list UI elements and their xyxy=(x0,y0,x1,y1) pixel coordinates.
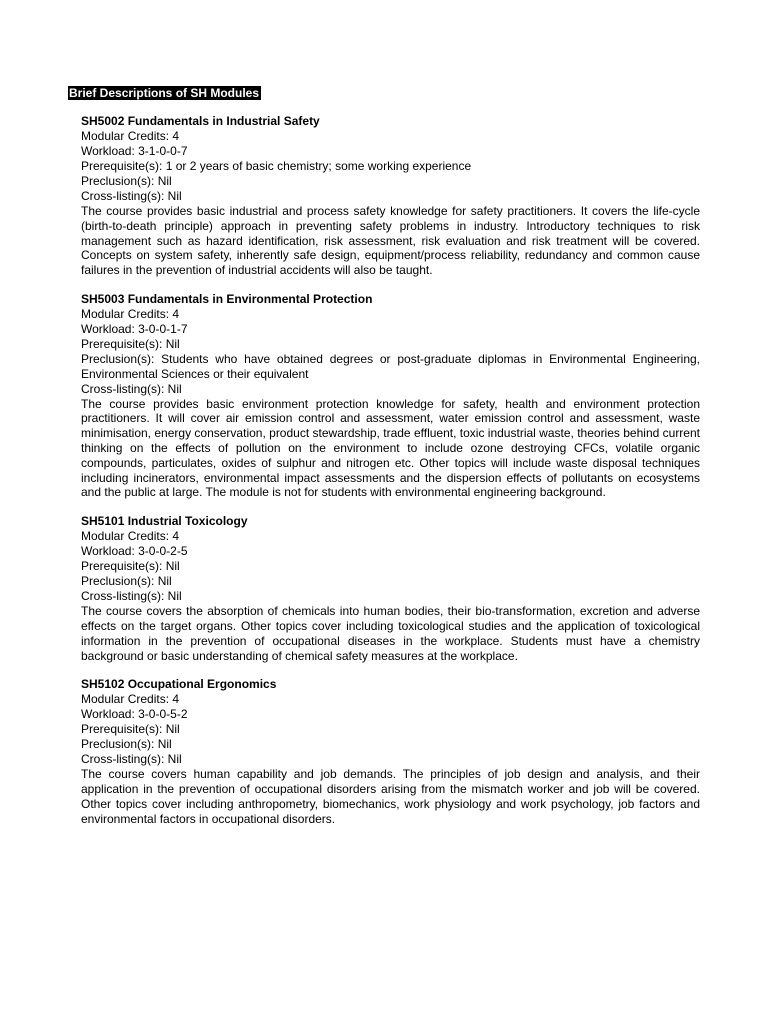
module-workload: Workload: 3-0-0-5-2 xyxy=(81,707,188,722)
module-credits: Modular Credits: 4 xyxy=(81,692,180,707)
module-cross-listing: Cross-listing(s): Nil xyxy=(81,589,182,604)
module-workload: Workload: 3-0-0-1-7 xyxy=(81,321,188,336)
module-credits: Modular Credits: 4 xyxy=(81,129,180,143)
module-description: The course provides basic industrial and process safety knowledge for safety practitioners. It covers the life-cycle (birth-to-death principle) approach in preventing safety problems in industry. Introductory techniques to risk management such as hazard identification, risk assessment, risk evaluation and risk treatment will be covered. Concepts on system safety, inherently safe design, equipment/process reliability, redundancy and common cause failures in the prevention of industrial accidents will also be taught. xyxy=(81,204,700,278)
document-page xyxy=(68,84,700,841)
document-heading: Brief Descriptions of SH Modules xyxy=(69,86,260,100)
module-credits: Modular Credits: 4 xyxy=(81,306,180,321)
module-title: SH5002 Fundamentals in Industrial Safety xyxy=(81,114,320,128)
module-description: The course covers human capability and job demands. The principles of job design and analysis, and their application in the prevention of occupational disorders arising from the mismatch worker and job will be covered. Other topics cover including anthropometry, biomechanics, work physiology and work psychology, job factors and environmental factors in occupational disorders. xyxy=(81,767,700,826)
module-title: SH5101 Industrial Toxicology xyxy=(81,514,248,529)
module-description: The course provides basic environment protection knowledge for safety, health and environment protection practitioners. It will cover air emission control and assessment, water emission control and assessment, waste minimisation, energy conservation, product stewardship, trade effluent, toxic industrial waste, theories behind current thinking on the effects of pollution on the environment to include ozone destroying CFCs, volatile organic compounds, particulates, oxides of sulphur and nitrogen etc. Other topics will include waste disposal techniques including incinerators, environmental impact assessments and the dispersion effects of pollutants on ecosystems and the public at large. The module is not for students with environmental engineering background. xyxy=(81,396,700,500)
module-title: SH5003 Fundamentals in Environmental Protection xyxy=(81,291,373,306)
module-description: The course covers the absorption of chemicals into human bodies, their bio-transformation, excretion and adverse effects on the target organs. Other topics cover including toxicological studies and the application of toxicological information in the prevention of occupational diseases in the workplace. Students must have a chemistry background or basic understanding of chemical safety measures at the workplace. xyxy=(81,604,700,663)
module-sh5003 xyxy=(81,292,700,500)
module-preclusions: Preclusion(s): Nil xyxy=(81,174,172,188)
module-prerequisites: Prerequisite(s): Nil xyxy=(81,559,180,574)
module-prerequisites: Prerequisite(s): Nil xyxy=(81,336,180,351)
module-sh5101 xyxy=(81,514,700,663)
module-preclusions: Preclusion(s): Nil xyxy=(81,574,172,589)
module-preclusions: Preclusion(s): Nil xyxy=(81,737,172,752)
module-title: SH5102 Occupational Ergonomics xyxy=(81,677,277,692)
module-preclusions: Preclusion(s): Students who have obtained degrees or post-graduate diplomas in Environmental Engineering, Environmental Sciences or their equivalent xyxy=(81,351,700,381)
module-credits: Modular Credits: 4 xyxy=(81,529,180,544)
module-cross-listing: Cross-listing(s): Nil xyxy=(81,189,182,203)
module-workload: Workload: 3-1-0-0-7 xyxy=(81,144,188,158)
module-sh5002 xyxy=(81,114,700,278)
module-prerequisites: Prerequisite(s): Nil xyxy=(81,722,180,737)
module-sh5102 xyxy=(81,677,700,826)
module-prerequisites: Prerequisite(s): 1 or 2 years of basic chemistry; some working experience xyxy=(81,159,472,173)
module-cross-listing: Cross-listing(s): Nil xyxy=(81,381,182,396)
module-workload: Workload: 3-0-0-2-5 xyxy=(81,544,188,559)
module-cross-listing: Cross-listing(s): Nil xyxy=(81,752,182,767)
